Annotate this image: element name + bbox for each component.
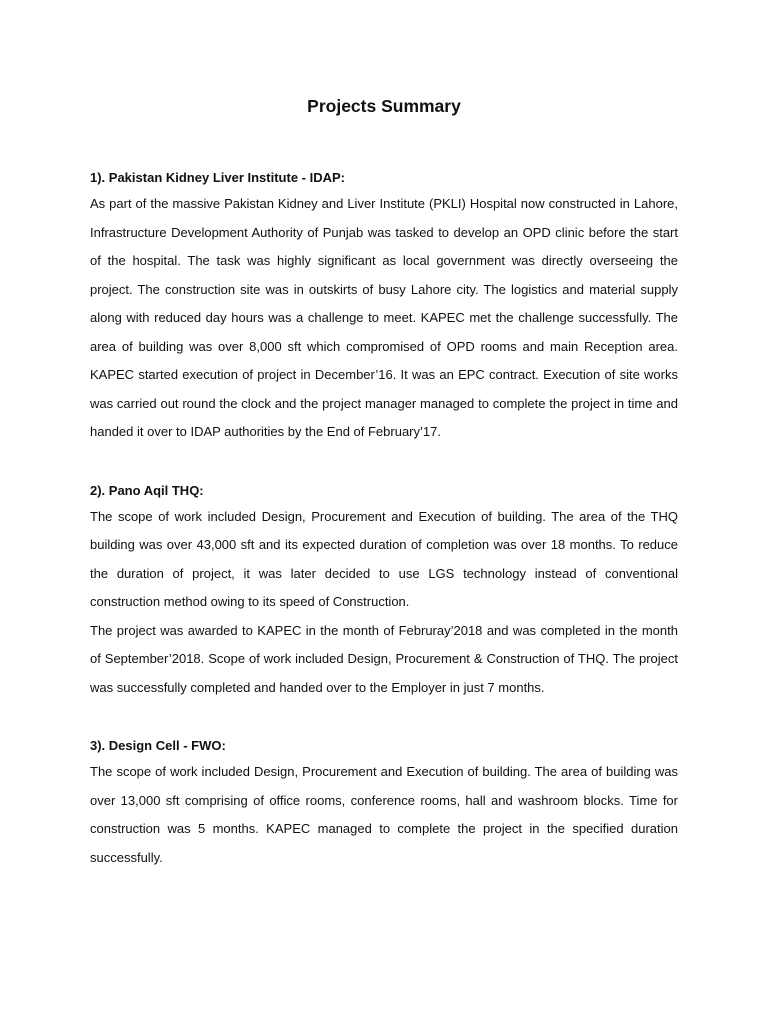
section-paragraph: As part of the massive Pakistan Kidney and Liver Institute (PKLI) Hospital now constructed in Lahore, Infrastructure Development Authority of Punjab was tasked to develop an OPD clinic before the start of the hospital. The task was highly significant as local government was directly overseeing the project. The construction site was in outskirts of busy Lahore city. The logistics and material supply along with reduced day hours was a challenge to meet. KAPEC met the challenge successfully. The area of building was over 8,000 sft which compromised of OPD rooms and main Reception area. KAPEC started execution of project in December’16. It was an EPC contract. Execution of site works was carried out round the clock and the project manager managed to complete the project in time and handed it over to IDAP authorities by the End of February’17. bbox=[90, 196, 678, 439]
section-design-cell bbox=[90, 736, 678, 878]
section-paragraph: The scope of work included Design, Procurement and Execution of building. The area of building was over 13,000 sft comprising of office rooms, conference rooms, hall and washroom blocks. Time for construction was 5 months. KAPEC managed to complete the project in the specified duration successfully. bbox=[90, 764, 678, 865]
section-heading: 2). Pano Aqil THQ: bbox=[90, 482, 204, 498]
section-paragraph: The project was awarded to KAPEC in the month of Februray’2018 and was completed in the month of September’2018. Scope of work included Design, Procurement & Construction of THQ. The project was successfully completed and handed over to the Employer in just 7 months. bbox=[90, 622, 678, 695]
section-paragraph: The scope of work included Design, Procurement and Execution of building. The area of the THQ building was over 43,000 sft and its expected duration of completion was over 18 months. To reduce the duration of project, it was later decided to use LGS technology instead of conventional construction method owing to its speed of Construction. bbox=[90, 508, 678, 609]
section-heading: 3). Design Cell - FWO: bbox=[90, 738, 226, 753]
section-heading: 1). Pakistan Kidney Liver Institute - IDAP: bbox=[90, 170, 345, 185]
section-pano-aqil bbox=[90, 481, 678, 709]
page-title: Projects Summary bbox=[307, 96, 461, 116]
section-pkli bbox=[90, 168, 678, 453]
document-body bbox=[90, 168, 678, 906]
